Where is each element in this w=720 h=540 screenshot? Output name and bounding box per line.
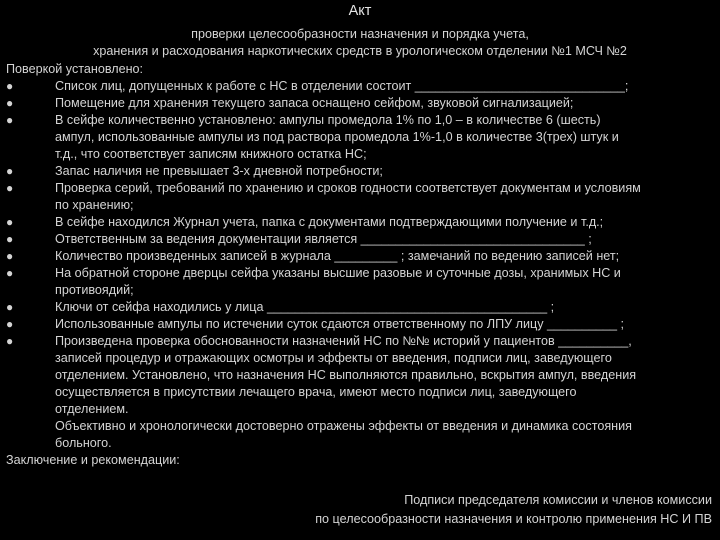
checklist-item-text: отделением. [55, 402, 129, 416]
checklist-item-text: Список лиц, допущенных к работе с НС в отделении состоит ______________________________; [55, 79, 629, 93]
checklist-item-text: записей процедур и отражающих осмотры и эффекты от введения, подписи лиц, заведующего [55, 351, 612, 365]
bullet-icon: ● [6, 113, 14, 127]
closing-line: Объективно и хронологически достоверно отражены эффекты от введения и динамика состояния [55, 419, 632, 433]
checklist-item-text: Произведена проверка обоснованности назначений НС по №№ историй у пациентов __________, [55, 334, 632, 348]
subtitle-line: хранения и расходования наркотических средств в урологическом отделении №1 МСЧ №2 [93, 44, 627, 58]
checklist-item-text: противоядий; [55, 283, 134, 297]
checklist-item [6, 231, 712, 248]
subtitle-line: проверки целесообразности назначения и порядка учета, [191, 27, 529, 41]
checklist-item-text: Использованные ампулы по истечении суток сдаются ответственному по ЛПУ лицу __________ ; [55, 317, 625, 331]
conclusion-heading: Заключение и рекомендации: [6, 453, 180, 467]
bullet-icon: ● [6, 215, 14, 229]
checklist-item [6, 95, 712, 112]
checklist-item-text: т.д., что соответствует записям книжного остатка НС; [55, 147, 367, 161]
closing-line: больного. [55, 436, 112, 450]
checklist [6, 78, 712, 418]
bullet-icon: ● [6, 164, 14, 178]
bullet-icon: ● [6, 249, 14, 263]
checklist-item-text: Ключи от сейфа находились у лица ________________________________________ ; [55, 300, 555, 314]
intro-text: Поверкой установлено: [6, 62, 144, 76]
closing-paragraph [6, 418, 712, 452]
checklist-item [6, 112, 712, 163]
signature-line: по целесообразности назначения и контролю применения НС И ПВ [315, 512, 712, 526]
bullet-icon: ● [6, 334, 14, 348]
checklist-item [6, 180, 712, 214]
bullet-icon: ● [6, 96, 14, 110]
document-subtitle [0, 26, 720, 60]
bullet-icon: ● [6, 266, 14, 280]
checklist-item [6, 316, 712, 333]
bullet-icon: ● [6, 300, 14, 314]
checklist-item [6, 214, 712, 231]
checklist-item [6, 78, 712, 95]
checklist-item-text: осуществляется в присутствии лечащего врача, имеют место подписи лиц, заведующего [55, 385, 577, 399]
bullet-icon: ● [6, 317, 14, 331]
checklist-item-text: ампул, использованные ампулы из под раствора промедола 1%-1,0 в количестве 3(трех) штук и [55, 130, 619, 144]
bullet-icon: ● [6, 181, 14, 195]
checklist-item [6, 248, 712, 265]
checklist-item [6, 163, 712, 180]
document-title: Акт [348, 3, 372, 19]
checklist-item-text: по хранению; [55, 198, 134, 212]
checklist-item [6, 333, 712, 418]
checklist-item-text: Запас наличия не превышает 3-х дневной потребности; [55, 164, 383, 178]
checklist-item [6, 265, 712, 299]
checklist-item-text: Ответственным за ведения документации является ________________________________ ; [55, 232, 592, 246]
bullet-icon: ● [6, 232, 14, 246]
document-body [6, 61, 712, 469]
checklist-item [6, 299, 712, 316]
signature-block [315, 492, 712, 530]
checklist-item-text: В сейфе находился Журнал учета, папка с документами подтверждающими получение и т.д.; [55, 215, 604, 229]
checklist-item-text: Проверка серий, требований по хранению и сроков годности соответствует документам и условиям [55, 181, 641, 195]
signature-line: Подписи председателя комиссии и членов комиссии [404, 493, 712, 507]
checklist-item-text: На обратной стороне дверцы сейфа указаны высшие разовые и суточные дозы, хранимых НС и [55, 266, 621, 280]
bullet-icon: ● [6, 79, 14, 93]
checklist-item-text: Количество произведенных записей в журнала _________ ; замечаний по ведению записей нет; [55, 249, 620, 263]
checklist-item-text: отделением. Установлено, что назначения НС выполняются правильно, вскрытия ампул, введения [55, 368, 637, 382]
checklist-item-text: Помещение для хранения текущего запаса оснащено сейфом, звуковой сигнализацией; [55, 96, 574, 110]
checklist-item-text: В сейфе количественно установлено: ампулы промедола 1% по 1,0 – в количестве 6 (шесть) [55, 113, 601, 127]
